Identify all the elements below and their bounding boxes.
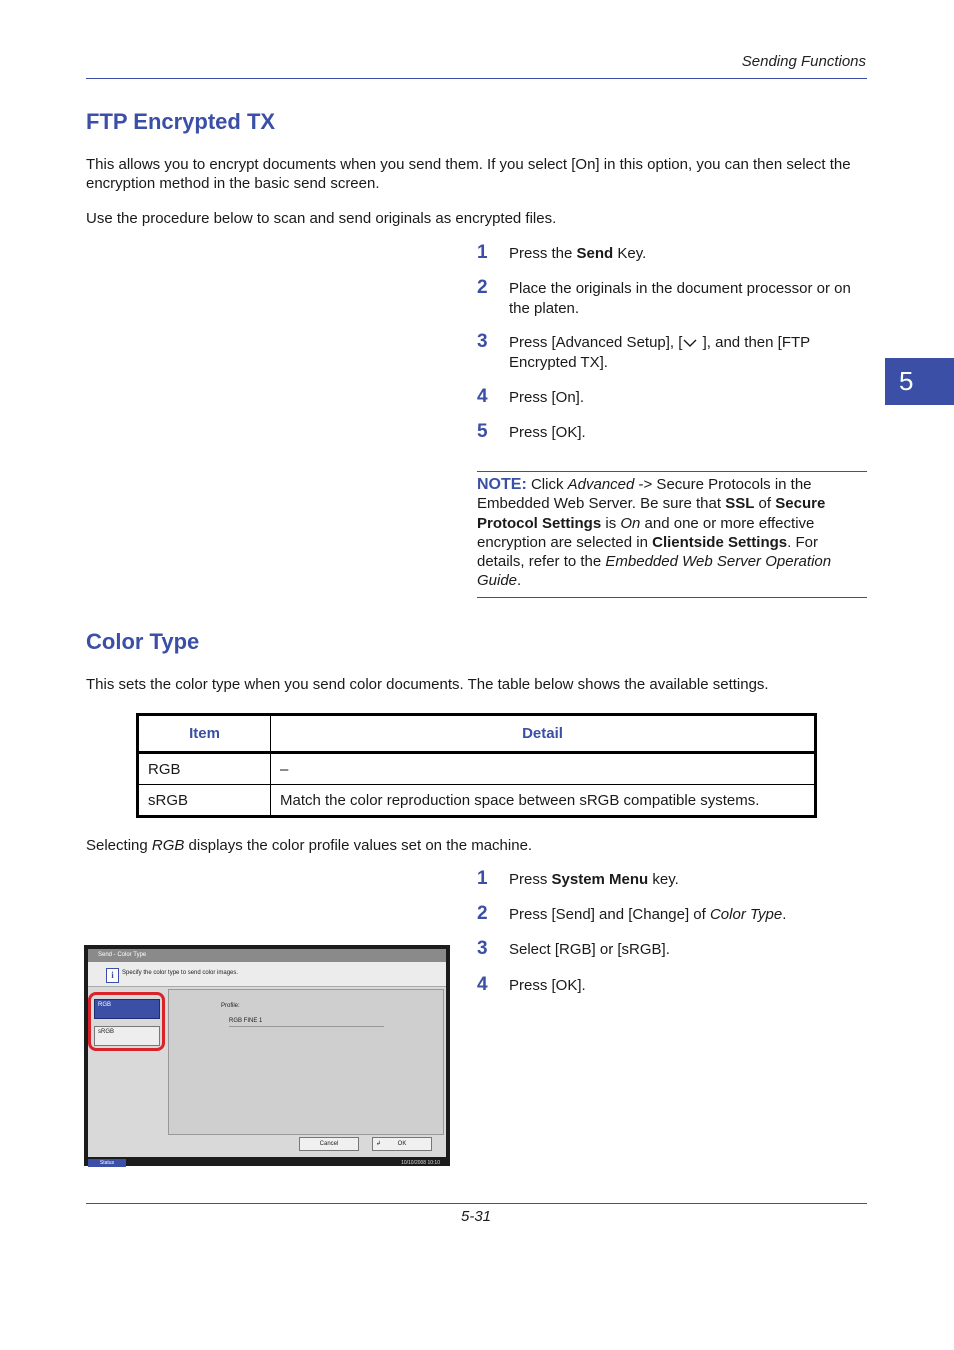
step-number: 1: [477, 868, 488, 889]
note-box: NOTE: Click Advanced -> Secure Protocols in the Embedded Web Server. Be sure that SSL of Secure Protocol Settings is On and one or more effective encryption are selected in Clientside Settings. For details, refer to the Embedded Web Server Operation Guide.: [477, 471, 867, 598]
step-text: Press [Send] and [Change] of Color Type.: [509, 906, 787, 923]
table-header-item: Item: [138, 715, 271, 753]
screen-message-bar: [88, 962, 446, 987]
step-number: 3: [477, 331, 488, 352]
step-number: 1: [477, 242, 488, 263]
device-screenshot: [84, 945, 450, 1166]
step-text: Press [OK].: [509, 977, 586, 994]
footer-rule: [86, 1203, 867, 1204]
ftp-intro: This allows you to encrypt documents when you send them. If you select [On] in this option, you can then select the encryption method in the basic send screen.: [86, 156, 851, 192]
step-text: Press System Menu key.: [509, 871, 679, 888]
step-number: 3: [477, 938, 488, 959]
table-header-row: [138, 715, 816, 753]
profile-pane: [168, 989, 444, 1135]
step-text: Press [Advanced Setup], [ ], and then [FTP Encrypted TX].: [509, 334, 810, 371]
device-screen: [88, 949, 446, 1166]
profile-label: Profile:: [221, 1003, 240, 1009]
running-header: Sending Functions: [741, 53, 866, 70]
step-text: Place the originals in the document processor or on the platen.: [509, 280, 851, 317]
highlight-circle: [88, 992, 165, 1051]
step-text: Press [OK].: [509, 424, 586, 441]
table-cell: RGB: [138, 753, 271, 785]
srgb-button[interactable]: sRGB: [94, 1026, 160, 1046]
step-text: Press [On].: [509, 389, 585, 406]
step-number: 2: [477, 277, 488, 298]
info-icon: i: [106, 968, 119, 983]
profile-value: RGB FINE 1: [229, 1018, 384, 1027]
table-cell: –: [271, 753, 816, 785]
table-cell: sRGB: [138, 785, 271, 817]
rgb-note: Selecting RGB displays the color profile values set on the machine.: [86, 837, 533, 854]
header-rule: [86, 78, 867, 79]
page-number: 5-31: [461, 1208, 492, 1225]
status-datetime: 10/10/2008 10:10: [401, 1160, 440, 1166]
cancel-button[interactable]: Cancel: [299, 1137, 359, 1151]
step-text: Press the Send Key.: [509, 245, 647, 262]
enter-icon: ↲: [376, 1141, 382, 1147]
step-number: 4: [477, 386, 488, 407]
color-type-intro: This sets the color type when you send color documents. The table below shows the available settings.: [86, 676, 769, 693]
chapter-tab: 5: [885, 358, 954, 405]
step-number: 5: [477, 421, 488, 442]
status-button[interactable]: Status: [88, 1159, 126, 1167]
ok-button[interactable]: ↲ OK: [372, 1137, 432, 1151]
step-number: 2: [477, 903, 488, 924]
screen-message: Specify the color type to send color images.: [122, 970, 239, 976]
step-number: 4: [477, 974, 488, 995]
table-row: [138, 753, 816, 785]
table-header-detail: Detail: [271, 715, 816, 753]
step-text: Select [RGB] or [sRGB].: [509, 941, 670, 958]
table-row: [138, 785, 816, 817]
color-type-heading: Color Type: [86, 629, 200, 654]
rgb-button[interactable]: RGB: [94, 999, 160, 1019]
chevron-down-icon: [682, 338, 698, 348]
table-cell: Match the color reproduction space between sRGB compatible systems.: [271, 785, 816, 817]
color-type-table: [136, 713, 817, 818]
ftp-procedure-intro: Use the procedure below to scan and send originals as encrypted files.: [86, 210, 557, 227]
ftp-heading: FTP Encrypted TX: [86, 109, 276, 134]
screen-title: Send - Color Type: [88, 949, 446, 962]
